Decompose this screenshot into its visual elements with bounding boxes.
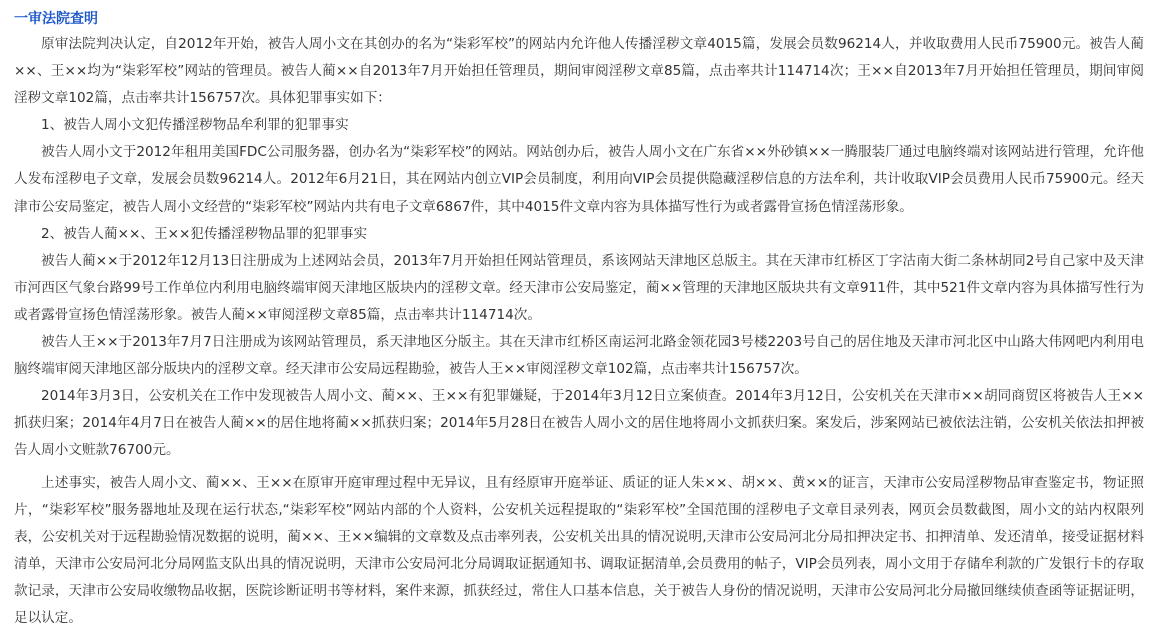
paragraph-subheading-1: 1、被告人周小文犯传播淫秽物品牟利罪的犯罪事实 xyxy=(41,117,349,134)
paragraph-fact-1: 被告人周小文于2012年租用美国FDC公司服务器，创办名为“柒彩军校”的网站。网站创办后，被告人周小文在广东省××外砂镇××一腾服装厂通过电脑终端对该网站进行管理，允许他人发布淫秽电子文章，发展会员数96214人。2012年6月21日，其在网站内创立VIP会员制度，利用向VIP会员提供隐藏淫秽信息的方法牟利，共计收取VIP会员费用人民币75900元。经天津市公安局鉴定，被告人周小文经营的“柒彩军校”网站内共有电子文章6867件，其中4015件文章内容为具体描写性行为或者露骨宣扬色情淫荡形象。 xyxy=(14,144,1144,215)
paragraph-fact-2b: 被告人王××于2013年7月7日注册成为该网站管理员，系天津地区分版主。其在天津市红桥区南运河北路金领花园3号楼2203号自己的居住地及天津市河北区中山路大伟网吧内利用电脑终端审阅天津地区部分版块内的淫秽文章。经天津市公安局远程勘验，被告人王××审阅淫秽文章102篇，点击率共计156757次。 xyxy=(14,334,1144,378)
section-heading: 一审法院查明 xyxy=(14,11,98,27)
paragraph-arrest: 2014年3月3日，公安机关在工作中发现被告人周小文、蔺××、王××有犯罪嫌疑，于2014年3月12日立案侦查。2014年3月12日，公安机关在天津市××胡同商贸区将被告人王××抓获归案；2014年4月7日在被告人蔺××的居住地将蔺××抓获归案；2014年5月28日在被告人周小文的居住地将周小文抓获归案。案发后，涉案网站已被依法注销，公安机关依法扣押被告人周小文赃款76700元。 xyxy=(14,388,1144,459)
paragraph-fact-2a: 被告人蔺××于2012年12月13日注册成为上述网站会员，2013年7月开始担任网站管理员，系该网站天津地区总版主。其在天津市红桥区丁字沽南大街二条林胡同2号自己家中及天津市河西区气象台路99号工作单位内利用电脑终端审阅天津地区版块内的淫秽文章。经天津市公安局鉴定，蔺××管理的天津地区版块共有文章911件，其中521件文章内容为具体描写性行为或者露骨宣扬色情淫荡形象。被告人蔺××审阅淫秽文章85篇，点击率共计114714次。 xyxy=(14,252,1144,323)
paragraph-subheading-2: 2、被告人蔺××、王××犯传播淫秽物品罪的犯罪事实 xyxy=(41,225,368,242)
document-body xyxy=(14,8,1144,632)
paragraph-summary: 原审法院判决认定，自2012年开始，被告人周小文在其创办的名为“柒彩军校”的网站内允许他人传播淫秽文章4015篇，发展会员数96214人，并收取费用人民币75900元。被告人蔺××、王××均为“柒彩军校”网站的管理员。被告人蔺××自2013年7月开始担任管理员，期间审阅淫秽文章85篇，点击率共计114714次；王××自2013年7月开始担任管理员，期间审阅淫秽文章102篇，点击率共计156757次。具体犯罪事实如下： xyxy=(14,36,1144,107)
paragraph-evidence: 上述事实，被告人周小文、蔺××、王××在原审开庭审理过程中无异议，且有经原审开庭举证、质证的证人朱××、胡××、黄××的证言，天津市公安局淫秽物品审查鉴定书，物证照片，“柒彩军校”服务器地址及现在运行状态,“柒彩军校”网站内部的个人资料，公安机关远程提取的“柒彩军校”全国范围的淫秽电子文章目录列表，网页会员数截图，周小文的站内权限列表，公安机关对于远程勘验情况数据的说明，蔺××、王××编辑的文章数及点击率列表，公安机关出具的情况说明,天津市公安局河北分局扣押决定书、扣押清单、发还清单，接受证据材料清单，天津市公安局河北分局网监支队出具的情况说明，天津市公安局河北分局调取证据通知书、调取证据清单,会员费用的帖子，VIP会员列表，周小文用于存储牟利款的广发银行卡的存取款记录，天津市公安局收缴物品收据，医院诊断证明书等材料，案件来源，抓获经过，常住人口基本信息，关于被告人身份的情况说明，天津市公安局河北分局撤回继续侦查函等证据证明，足以认定。 xyxy=(14,474,1144,626)
